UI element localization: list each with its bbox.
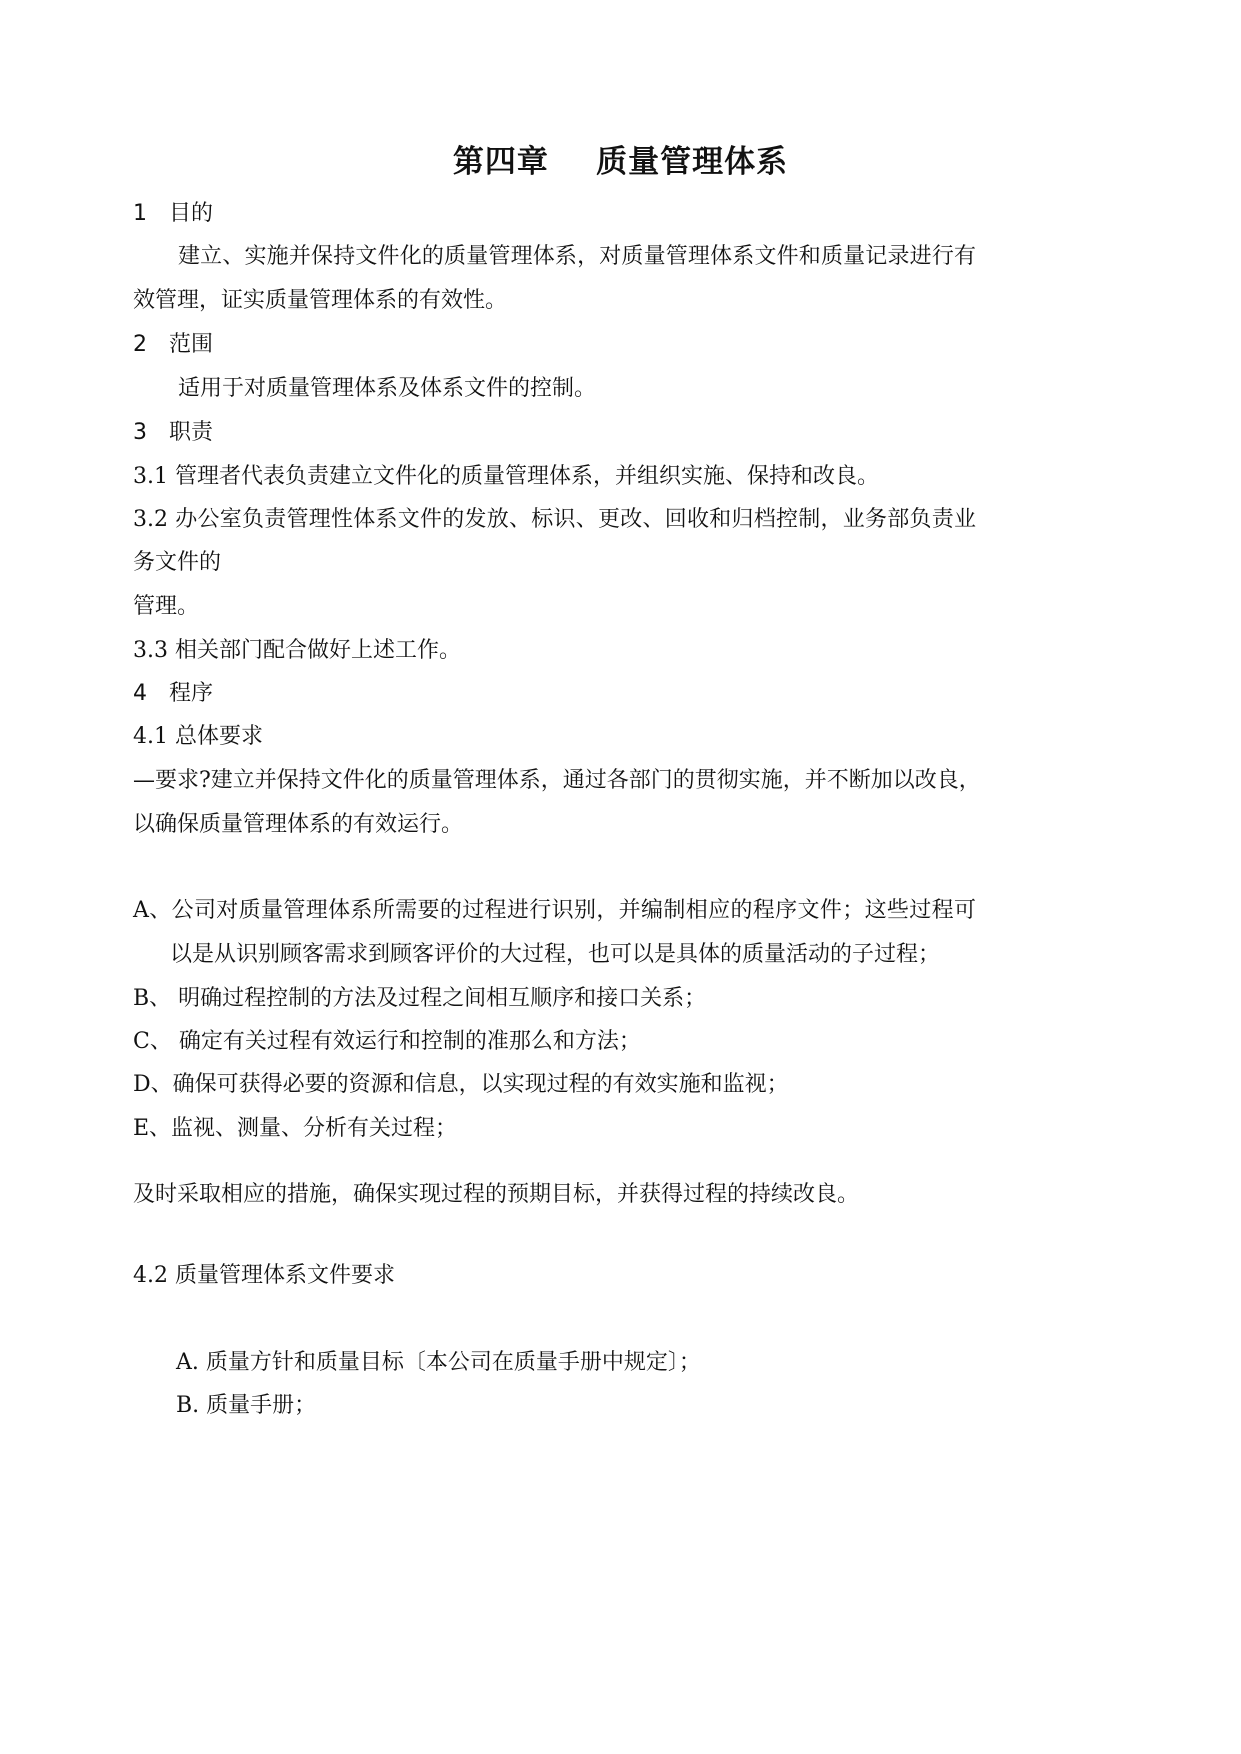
section-number: 1 <box>133 201 147 226</box>
paragraph-line: 以确保质量管理体系的有效运行。 <box>133 812 464 837</box>
subsection-3-2-line: 务文件的 <box>133 550 222 575</box>
list-item-a-continued: 以是从识别顾客需求到顾客评价的大过程，也可以是具体的质量活动的子过程； <box>170 942 941 967</box>
subsection-4-2-title: 4.2 质量管理体系文件要求 <box>133 1263 395 1288</box>
list-item-a: A、公司对质量管理体系所需要的过程进行识别，并编制相应的程序文件；这些过程可 <box>133 898 976 923</box>
section-title: 目的 <box>169 201 214 226</box>
paragraph-line: —要求?建立并保持文件化的质量管理体系，通过各部门的贯彻实施，并不断加以改良， <box>133 768 981 793</box>
list-item-b: B、 明确过程控制的方法及过程之间相互顺序和接口关系； <box>133 986 707 1011</box>
section-number: 3 <box>133 420 147 445</box>
subsection-3-2-line: 管理。 <box>133 594 200 619</box>
section-4-heading <box>133 679 213 709</box>
section-1-heading <box>133 199 213 229</box>
list-item-e: E、监视、测量、分析有关过程； <box>133 1116 458 1141</box>
subsection-4-1-title: 4.1 总体要求 <box>133 724 263 749</box>
paragraph-line: 建立、实施并保持文件化的质量管理体系，对质量管理体系文件和质量记录进行有 <box>178 244 976 269</box>
document-list-item-b: B. 质量手册； <box>176 1393 317 1418</box>
list-item-d: D、确保可获得必要的资源和信息，以实现过程的有效实施和监视； <box>133 1072 789 1097</box>
section-title: 范围 <box>169 332 214 357</box>
section-title: 职责 <box>169 420 214 445</box>
chapter-title: 第四章 质量管理体系 <box>452 144 789 180</box>
list-item-c: C、 确定有关过程有效运行和控制的准那么和方法； <box>133 1029 641 1054</box>
paragraph-line: 效管理，证实质量管理体系的有效性。 <box>133 288 508 313</box>
subsection-3-3: 3.3 相关部门配合做好上述工作。 <box>133 638 461 663</box>
paragraph-line: 及时采取相应的措施，确保实现过程的预期目标，并获得过程的持续改良。 <box>133 1182 860 1207</box>
subsection-3-1: 3.1 管理者代表负责建立文件化的质量管理体系，并组织实施、保持和改良。 <box>133 464 879 489</box>
section-3-heading <box>133 418 213 448</box>
section-number: 2 <box>133 332 147 357</box>
section-title: 程序 <box>169 681 214 706</box>
section-number: 4 <box>133 681 147 706</box>
paragraph-line: 适用于对质量管理体系及体系文件的控制。 <box>178 376 597 401</box>
document-list-item-a: A. 质量方针和质量目标〔本公司在质量手册中规定〕； <box>176 1350 701 1375</box>
subsection-3-2-line: 3.2 办公室负责管理性体系文件的发放、标识、更改、回收和归档控制，业务部负责业 <box>133 507 976 532</box>
section-2-heading <box>133 330 213 360</box>
